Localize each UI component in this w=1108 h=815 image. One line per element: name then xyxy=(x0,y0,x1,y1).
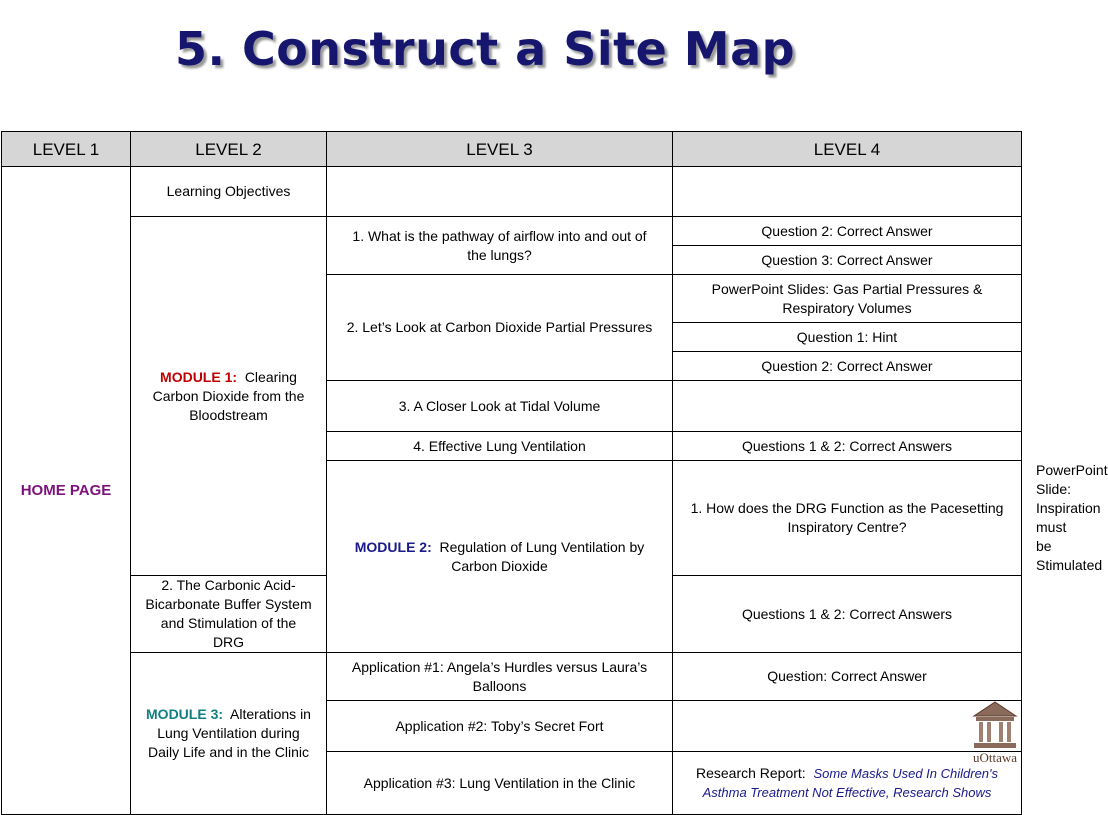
m1-level4-item: Question 3: Correct Answer xyxy=(673,246,1022,275)
m1-level3-item-2: 2. Let’s Look at Carbon Dioxide Partial Pressures xyxy=(327,275,673,381)
logo-text: uOttawa xyxy=(972,750,1018,765)
header-level-3: LEVEL 3 xyxy=(327,132,673,167)
module-3-text: Alterations in Lung Ventilation during Daily Life and in the Clinic xyxy=(147,706,311,760)
m1-level3-item-1: 1. What is the pathway of airflow into and out of the lungs? xyxy=(327,217,673,275)
table-row xyxy=(2,217,1022,246)
learning-objectives-cell: Learning Objectives xyxy=(131,167,327,217)
uottawa-logo xyxy=(966,698,1024,768)
m3-application-2: Application #2: Toby’s Secret Fort xyxy=(327,701,673,752)
module-1-label: MODULE 1: xyxy=(160,368,238,385)
module-1-text: Clearing Carbon Dioxide from the Bloodstream xyxy=(152,368,305,423)
research-report-prefix: Research Report: xyxy=(695,765,806,781)
module-3-label: MODULE 3: xyxy=(146,706,224,722)
module-3-cell xyxy=(131,653,327,815)
table-row xyxy=(2,653,1022,701)
header-level-4: LEVEL 4 xyxy=(673,132,1022,167)
m2-level3-item-1: 1. How does the DRG Function as the Pacesetting Inspiratory Centre? xyxy=(673,461,1022,576)
m3-application-1: Application #1: Angela’s Hurdles versus Laura’s Balloons xyxy=(327,653,673,701)
empty-cell xyxy=(673,381,1022,432)
empty-cell xyxy=(673,167,1022,217)
home-page-cell: HOME PAGE xyxy=(2,167,131,815)
m3-level4-item: Question: Correct Answer xyxy=(673,653,1022,701)
m3-application-3: Application #3: Lung Ventilation in the Clinic xyxy=(327,752,673,815)
m2-level4-item: Questions 1 & 2: Correct Answers xyxy=(673,576,1022,653)
module-2-text: Regulation of Lung Ventilation by Carbon Dioxide xyxy=(439,538,645,574)
table-row: MODULE 2: Regulation of Lung Ventilation by Carbon Dioxide 1. How does the DRG Function as the Pacesetting Inspiratory Centre? PowerPoint Slide: Inspiration must be Stimulated xyxy=(2,461,1022,576)
header-row xyxy=(2,132,1022,167)
m1-level3-item-3: 3. A Closer Look at Tidal Volume xyxy=(327,381,673,432)
m1-level4-item: Question 2: Correct Answer xyxy=(673,217,1022,246)
header-level-1: LEVEL 1 xyxy=(2,132,131,167)
empty-cell xyxy=(327,167,673,217)
table-row xyxy=(2,167,1022,217)
page-title: 5. Construct a Site Map xyxy=(174,22,796,76)
module-1-cell xyxy=(131,217,327,576)
site-map-table xyxy=(1,131,1108,815)
m1-level4-item: PowerPoint Slides: Gas Partial Pressures & Respiratory Volumes xyxy=(673,275,1022,323)
header-level-2: LEVEL 2 xyxy=(131,132,327,167)
m1-level4-item: Questions 1 & 2: Correct Answers xyxy=(673,432,1022,461)
m1-level3-item-4: 4. Effective Lung Ventilation xyxy=(327,432,673,461)
university-building-icon xyxy=(966,698,1024,752)
m1-level4-item: Question 1: Hint xyxy=(673,323,1022,352)
research-report-title: Some Masks Used In Children's Asthma Treatment Not Effective, Research Shows xyxy=(702,766,999,800)
m2-level3-item-2: 2. The Carbonic Acid-Bicarbonate Buffer System and Stimulation of the DRG xyxy=(131,576,327,653)
module-2-label: MODULE 2: xyxy=(354,538,432,555)
m1-level4-item: Question 2: Correct Answer xyxy=(673,352,1022,381)
module-2-cell xyxy=(327,461,673,653)
